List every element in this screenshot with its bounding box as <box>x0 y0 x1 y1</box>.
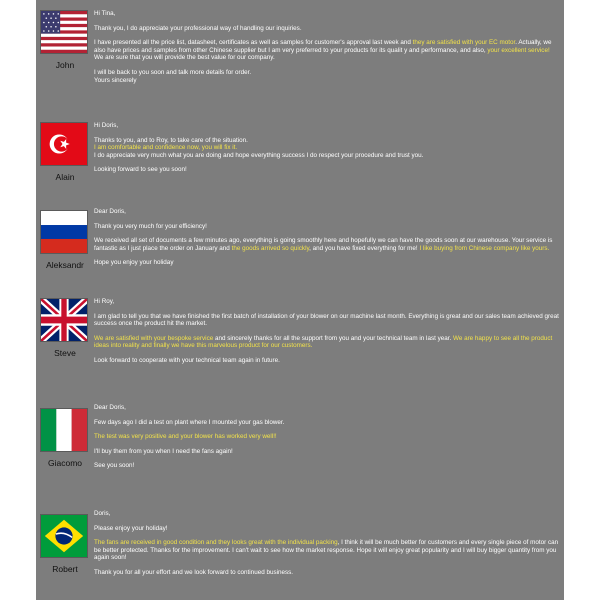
greeting: Hi Tina, <box>94 10 116 17</box>
highlight-text: they are satisfied with your EC motor <box>412 39 516 47</box>
italy-flag-icon <box>40 408 88 452</box>
greeting: Doris, <box>94 510 111 517</box>
paragraph: I have presented all the price list, datasheet, certificates as well as samples for customer's approval last week and they are satisfied with your EC motor. Actually, we also have prices and samples from other Chinese supplier but I am very preferred to your products for its qualit y and performance, and also, your excellent service! We are sure that you will provide the best value for our company. <box>94 39 552 62</box>
highlight-text: The test was very positive and your blower has worked very well!! <box>94 433 277 441</box>
paragraph: I'll buy them from you when I need the fans again! <box>94 447 233 455</box>
highlight-text: The fans are received in good condition and they looks great with the individual packing <box>94 539 338 547</box>
author-name: Robert <box>52 564 78 574</box>
paragraph: Thank you very much for your efficiency! <box>94 222 207 230</box>
uk-flag-icon <box>40 298 88 342</box>
paragraph: I do appreciate very much what you are doing and hope everything success I do respect your procedure and trust you. <box>94 151 424 159</box>
usa-flag-icon <box>40 10 88 54</box>
testimonials-panel <box>36 0 564 600</box>
paragraph: We received all set of documents a few minutes ago, everything is going smoothly here and hopefully we can have the goods soon at our warehouse. Your service is fantastic as I just place the order on January and the goods arrived so quickly, and you have fixed everything for me! I like buying from Chinese company like yours. <box>94 237 553 252</box>
paragraph: The fans are received in good condition and they looks great with the individual packing, I think it will be much better for customers and every single piece of motor can be better protected. Thanks for the improvement. I can't wait to see how the market response. Hope it will enjoy great popularity and I will buy bigger quantity from you again soon! <box>94 539 559 562</box>
paragraph: I am glad to tell you that we have finished the first batch of installation of your blower on our machine last month. Everything is great and our sales team achieved great success once the product hit the market. <box>94 312 559 328</box>
greeting: Hi Doris, <box>94 122 119 129</box>
author-name: Giacomo <box>47 458 82 468</box>
testimonial-body <box>94 10 560 84</box>
brazil-flag-icon <box>40 514 88 558</box>
testimonial-body <box>94 208 560 267</box>
sign-off: Yours sincerely <box>94 76 137 84</box>
russia-flag-icon <box>40 210 88 254</box>
paragraph: Look forward to cooperate with your technical team again in future. <box>94 356 280 364</box>
paragraph: Hope you enjoy your holiday <box>94 259 174 267</box>
highlight-text: I am comfortable and confidence now, you will fix it. <box>94 144 238 152</box>
highlight-text: We are happy to see all the product ideas into reality and finally we have this marvelous product for our customers. <box>94 334 553 350</box>
paragraph: Please enjoy your holiday! <box>94 524 168 532</box>
testimonial-body <box>94 404 560 470</box>
paragraph: Thank you, I do appreciate your professional way of handling our inquiries. <box>94 24 302 32</box>
greeting: Dear Doris, <box>94 404 126 411</box>
greeting: Dear Doris, <box>94 208 126 215</box>
highlight-text: your excellent service! <box>487 46 550 54</box>
paragraph: Few days ago I did a test on plant where I mounted your gas blower. <box>94 418 285 426</box>
testimonial-body <box>94 122 560 174</box>
highlight-text: the goods arrived so quickly <box>231 244 310 252</box>
paragraph: See you soon! <box>94 462 135 470</box>
paragraph: Thank you for all your effort and we look forward to continued business. <box>94 568 294 576</box>
paragraph: I will be back to you soon and talk more details for order. <box>94 68 252 76</box>
greeting: Hi Roy, <box>94 298 115 305</box>
author-name: Aleksandr <box>46 260 84 270</box>
highlight-text: We are satisfied with your bespoke service <box>94 334 214 342</box>
author-name: John <box>55 60 75 70</box>
paragraph: Thanks to you, and to Roy, to take care of the situation. <box>94 136 248 144</box>
author-name: Alain <box>55 172 75 182</box>
turkey-flag-icon <box>40 122 88 166</box>
author-name: Steve <box>54 348 76 358</box>
paragraph: Looking forward to see you soon! <box>94 166 187 174</box>
testimonial-body <box>94 510 560 577</box>
highlight-text: I like buying from Chinese company like yours. <box>419 244 550 252</box>
paragraph: We are satisfied with your bespoke service and sincerely thanks for all the support from you and your technical team in last year. We are happy to see all the product ideas into reality and finally we have this marvelous product for our customers. <box>94 334 553 350</box>
testimonial-body <box>94 298 560 365</box>
